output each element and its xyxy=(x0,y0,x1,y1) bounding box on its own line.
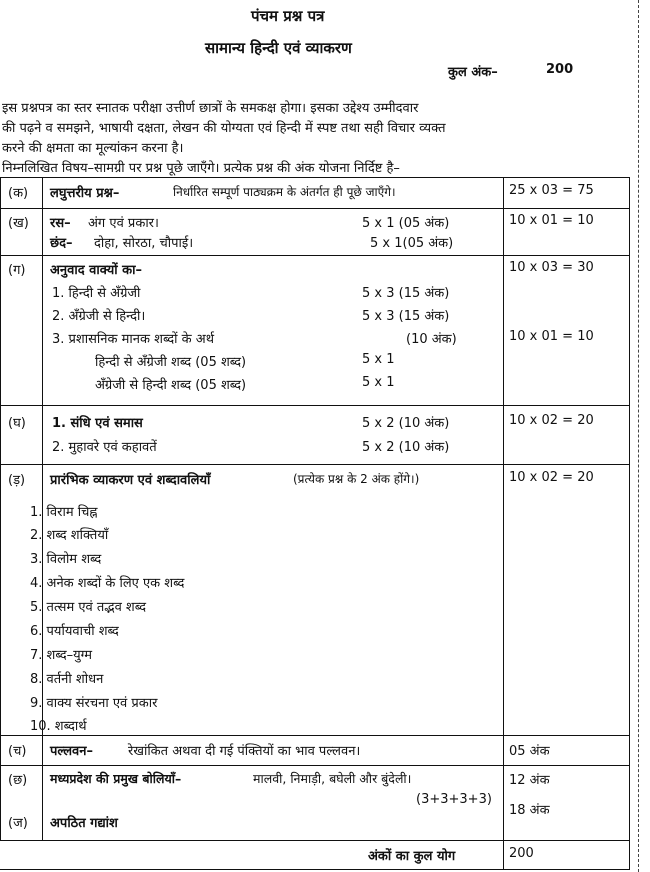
intro-line-4: निम्नलिखित विषय–सामग्री पर प्रश्न पूछे जाएँगे। प्रत्येक प्रश्न की अंक योजना निर्दिष्ट है– xyxy=(2,161,400,176)
row-gha-label: (घ) xyxy=(8,416,26,431)
nga-item-6: 6. पर्यायवाची शब्द xyxy=(30,624,119,639)
row-chha-calc: (3+3+3+3) xyxy=(416,792,492,807)
row-cha-marks: 05 अंक xyxy=(509,744,550,759)
row-ka-desc: निर्धारित सम्पूर्ण पाठ्यक्रम के अंतर्गत ही पूछे जाएँगे। xyxy=(173,185,396,199)
total-value: 200 xyxy=(546,62,574,77)
gha-item-2: 2. मुहावरे एवं कहावतें xyxy=(52,440,157,455)
grand-total-label: अंकों का कुल योग xyxy=(368,849,456,864)
ga-sub-1-calc: 5 x 1 xyxy=(362,352,395,367)
row-cha-desc: रेखांकित अथवा दी गई पंक्तियों का भाव पल्लवन। xyxy=(128,744,361,759)
row-kha-label: (ख) xyxy=(8,216,29,231)
ga-item-3: 3. प्रशासनिक मानक शब्दों के अर्थ xyxy=(52,332,215,347)
row-ga-title: अनुवाद वाक्यों का– xyxy=(50,263,143,278)
row-kha-marks: 10 x 01 = 10 xyxy=(509,213,594,228)
row-nga-title: प्रारंभिक व्याकरण एवं शब्दावलियाँ xyxy=(50,473,211,488)
ga-sub-1: हिन्दी से अँग्रेजी शब्द (05 शब्द) xyxy=(95,355,247,370)
row-ga-label: (ग) xyxy=(8,263,26,278)
page-edge-line xyxy=(638,0,639,872)
nga-item-9: 9. वाक्य संरचना एवं प्रकार xyxy=(30,696,158,711)
subject-title: सामान्य हिन्दी एवं व्याकरण xyxy=(205,39,352,57)
grand-total-value: 200 xyxy=(509,846,534,861)
nga-item-7: 7. शब्द–युग्म xyxy=(30,648,93,663)
rasa-title: रस– xyxy=(50,216,71,231)
row-ka-title: लघुत्तरीय प्रश्न– xyxy=(50,186,120,201)
row-ga-marks-2: 10 x 01 = 10 xyxy=(509,329,594,344)
row-chha-title: मध्यप्रदेश की प्रमुख बोलियाँ– xyxy=(50,771,182,786)
ga-item-1: 1. हिन्दी से अँग्रेजी xyxy=(52,286,141,301)
nga-item-5: 5. तत्सम एवं तद्भव शब्द xyxy=(30,600,147,615)
nga-item-2: 2. शब्द शक्तियाँ xyxy=(30,528,109,543)
intro-line-2: की पढ़ने व समझने, भाषायी दक्षता, लेखन की योग्यता एवं हिन्दी में स्पष्ट तथा सही विचार व्यक्त xyxy=(2,121,446,136)
paper-title: पंचम प्रश्न पत्र xyxy=(251,7,325,25)
row-cha-title: पल्लवन– xyxy=(50,744,94,759)
nga-item-4: 4. अनेक शब्दों के लिए एक शब्द xyxy=(30,576,185,591)
row-nga-label: (ड़) xyxy=(8,473,26,488)
row-chha-desc: मालवी, निमाड़ी, बघेली और बुंदेली। xyxy=(253,771,412,786)
row-ja-marks: 18 अंक xyxy=(509,803,550,818)
ga-item-1-calc: 5 x 3 (15 अंक) xyxy=(362,286,450,301)
gha-item-2-calc: 5 x 2 (10 अंक) xyxy=(362,440,450,455)
row-ja-title: अपठित गद्यांश xyxy=(50,816,118,831)
nga-item-10: 10. शब्दार्थ xyxy=(30,719,87,734)
chhand-calc: 5 x 1(05 अंक) xyxy=(370,236,454,251)
row-ga-marks-1: 10 x 03 = 30 xyxy=(509,260,594,275)
nga-item-3: 3. विलोम शब्द xyxy=(30,552,102,567)
ga-item-3-calc: (10 अंक) xyxy=(406,332,457,347)
gha-item-1: 1. संधि एवं समास xyxy=(52,416,143,431)
row-ja-label: (ज) xyxy=(8,816,28,831)
row-gha-marks: 10 x 02 = 20 xyxy=(509,413,594,428)
total-label: कुल अंक– xyxy=(448,65,498,80)
ga-item-2: 2. अँग्रेजी से हिन्दी। xyxy=(52,309,146,324)
row-chha-label: (छ) xyxy=(8,773,28,788)
rasa-calc: 5 x 1 (05 अंक) xyxy=(362,216,450,231)
ga-sub-2-calc: 5 x 1 xyxy=(362,375,395,390)
gha-item-1-calc: 5 x 2 (10 अंक) xyxy=(362,416,450,431)
intro-line-3: करने की क्षमता का मूल्यांकन करना है। xyxy=(2,141,184,156)
row-chha-marks: 12 अंक xyxy=(509,773,550,788)
row-cha-label: (च) xyxy=(8,744,27,759)
ga-sub-2: अँग्रेजी से हिन्दी शब्द (05 शब्द) xyxy=(95,378,247,393)
row-nga-marks: 10 x 02 = 20 xyxy=(509,470,594,485)
ga-item-2-calc: 5 x 3 (15 अंक) xyxy=(362,309,450,324)
row-ka-label: (क) xyxy=(8,186,29,201)
chhand-title: छंद– xyxy=(50,236,73,251)
nga-item-1: 1. विराम चिह्न xyxy=(30,505,98,520)
row-ka-marks: 25 x 03 = 75 xyxy=(509,183,594,198)
chhand-desc: दोहा, सोरठा, चौपाई। xyxy=(94,236,194,251)
rasa-desc: अंग एवं प्रकार। xyxy=(88,216,159,231)
nga-item-8: 8. वर्तनी शोधन xyxy=(30,672,104,687)
row-nga-note: (प्रत्येक प्रश्न के 2 अंक होंगे।) xyxy=(293,472,420,486)
intro-line-1: इस प्रश्नपत्र का स्तर स्नातक परीक्षा उत्तीर्ण छात्रों के समकक्ष होगा। इसका उद्देश्य उम्मीदवार xyxy=(2,101,419,116)
